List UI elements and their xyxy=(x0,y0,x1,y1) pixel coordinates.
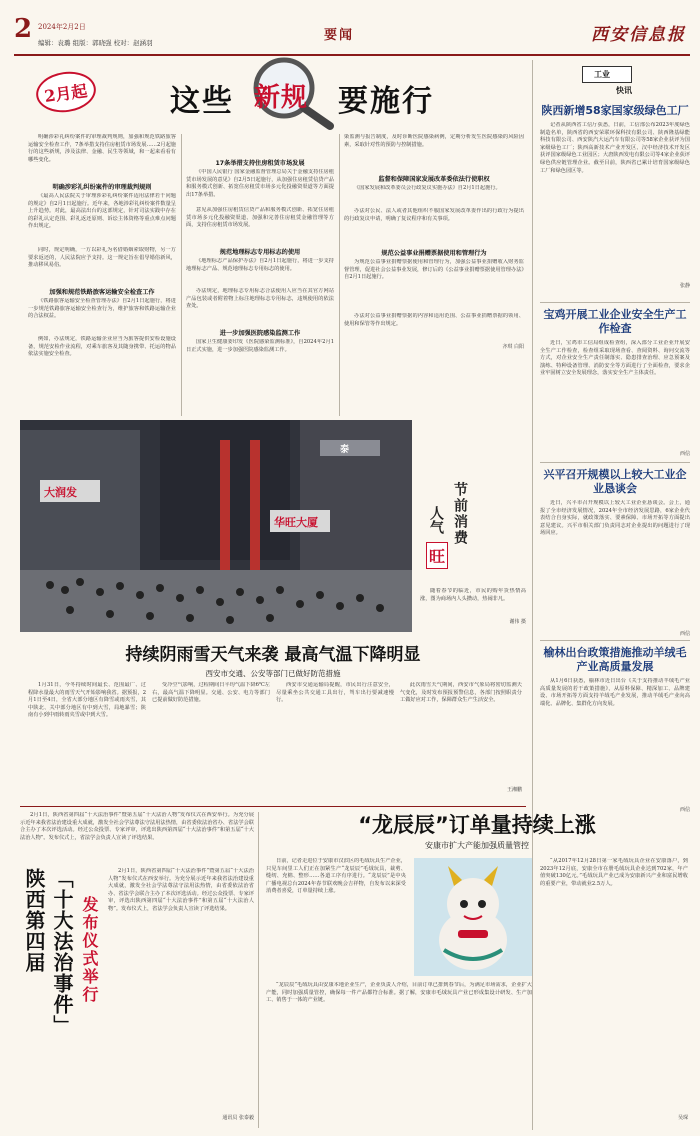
paragraph: 办法规定，地理标志专用标志合法使用人应当在其官方网站产品包装或者附着物上标注地理标志专用标志，违规使用的依法查处。 xyxy=(186,288,334,310)
store-sign: 泰 xyxy=(340,445,350,455)
subhead-geo-indication: 规范地理标志专用标志的使用 xyxy=(219,249,301,256)
page-number: 2 xyxy=(14,14,33,44)
paragraph: 意见从加强住房租赁信贷产品和服务模式创新、拓宽住房租赁市场多元化投融资渠道、加强和完善住房租赁金融管理等方面，支持住房租赁市场发展。 xyxy=(186,207,334,229)
subhead-rail-security: 加强和规范铁路旅客运输安全检查工作 xyxy=(49,289,155,296)
stamp-text-popularity: 人气 xyxy=(428,506,444,534)
quick-news-tag-2: 快讯 xyxy=(616,86,632,95)
paragraph: 《最高人民法院关于审理涉彩礼纠纷案件适用法律若干问题的规定》自2月1日起施行。近年来，各地涉彩礼纠纷案件数量呈上升趋势。对此，最高法出台的这部规定，针对司法实践中存在的彩礼认定范围、彩礼返还原则、诉讼主体资格等重点难点问题作出规定。 xyxy=(28,193,176,230)
quick-news-tag-1: 工业 xyxy=(594,70,610,79)
store-sign: 大润发 xyxy=(44,486,77,499)
byline: 西信 xyxy=(679,451,690,457)
byline: 西信 xyxy=(679,631,690,637)
paragraph: 办法对公益事业捐赠票据的内容和适用范围、公益事业捐赠票据的领用、使用和保管等作出规定。 xyxy=(344,313,524,327)
byline: 张静 xyxy=(679,283,690,289)
weather-col-1: 1月31日，今冬持续时间最长、范围最广、过程降水量最大的雨雪天气开始影响我省。据预报，2月1日至4日，全省大部分地区有降雪或雨夹雪，其中陕北、关中部分地区有中到大雪，局地暴雪；陕南有小到中雨转雨夹雪或中到大雪。 xyxy=(28,682,146,719)
legal-vertical-title: 「十大法治事件」 xyxy=(50,868,74,1036)
subhead-bride-price: 明确涉彩礼纠纷案件的审理裁判规则 xyxy=(52,184,152,191)
orders-subheadline: 安康市扩大产能加强质量管控 xyxy=(425,841,529,850)
news-item-xingping-forum xyxy=(540,468,690,638)
orders-col-3: “从2017年12月28日第一家毛绒玩具企业在安康落户，到2023年12月底，安康全市在册毛绒玩具企业达到702家，年产值突破130亿元。”毛绒玩具产业已成为安康新兴产业和富民增收的重要产业，带动就业2.5万人。 xyxy=(540,858,688,887)
headline-keyword: 新规 xyxy=(254,83,309,113)
paragraph: 为规范公益事业捐赠票据使用和管理行为，加强公益事业捐赠收入财务监督管理，促进社会公益事业发展，修订后的《公益事业捐赠票据使用管理办法》自2月1日起施行。 xyxy=(344,259,524,281)
article-column-1 xyxy=(28,134,176,416)
byline: 王湘鹏 xyxy=(506,787,522,793)
mall-photo xyxy=(20,420,412,632)
weather-subheadline: 西安市交通、公安等部门已做好防范措施 xyxy=(205,669,341,678)
headline-part-2: 要施行 xyxy=(338,84,434,119)
paragraph: 《国家发展和改革委员会行政复议实施办法》自2月1日起施行。 xyxy=(354,185,501,191)
paragraph: 同时，规定明确，一方以彩礼为名借婚姻索取财物，另一方要求返还的，人民法院应予支持。这一规定旨在倡导婚俗新风，推动移风易俗。 xyxy=(28,247,176,269)
paragraph: 《铁路旅客运输安全检查管理办法》自2月1日起施行，将进一步规范铁路旅客运输安全检查行为，维护旅客和铁路运输企业的合法权益。 xyxy=(28,298,176,320)
section-name: 要闻 xyxy=(324,28,355,43)
news-title: 陕西新增58家国家级绿色工厂 xyxy=(541,104,689,117)
photo-credit: 谢伟 摄 xyxy=(509,619,526,625)
orders-article xyxy=(264,812,690,1128)
weather-col-3: 西安市交通运输局提醒，市民出行注意安全，尽量乘坐公共交通工具出行，驾车出行要减速慢行。 xyxy=(276,682,394,704)
photo-stamp xyxy=(420,482,480,582)
news-item-green-factories xyxy=(540,104,690,300)
paragraph: 办法对公民、法人或者其他组织不服国家发展改革委作出的行政行为提出的行政复议申请，明确了复议程序和有关事项。 xyxy=(344,208,524,222)
byline: 齐琪 白阳 xyxy=(502,344,524,350)
weather-col-4: 此次雨雪天气期间，西安市气象局将密切监测天气变化，及时发布预报预警信息，各部门按照职责分工做好应对工作，保障群众生产生活安全。 xyxy=(400,682,522,704)
stamp-text-prosperous: 旺 xyxy=(426,542,448,569)
paragraph: 《中国人民银行 国家金融监督管理总局关于金融支持住房租赁市场发展的意见》自2月5日起施行，从加强住房租赁信贷产品和服务模式创新、拓宽住房租赁市场多元化投融资渠道等方面提出17条举措。 xyxy=(186,169,334,198)
news-item-baoji-safety xyxy=(540,308,690,458)
weather-article xyxy=(20,640,526,800)
paragraph: 国家卫生健康委印发《医院感染监测标准》，自2024年2月1日正式实施，进一步加强医院感染监测工作。 xyxy=(186,339,334,353)
news-body: 近日，兴平市召开规模以上较大工业企业恳谈会。会上，通报了全市经济发展情况，2024年全市经济发展思路，6家企业代表结合自身实际，就政策落实、要素保障、市场开拓等方面提出意见建议。兴平市相关部门负责同志对企业提出的问题进行了现场回应。 xyxy=(540,500,690,537)
paragraph: 例如，办法规定，铁路运输企业应当为旅客提供安检设施设备，规范安检作业流程，对乘车旅客及其随身携带、托运的物品依法实施安全检查。 xyxy=(28,336,176,358)
legal-events-article xyxy=(20,812,254,1128)
date-badge xyxy=(34,68,99,116)
headline-part-1: 这些 xyxy=(170,84,234,119)
article-column-2 xyxy=(186,158,334,416)
subhead-donation-receipts: 规范公益事业捐赠票据使用和管理行为 xyxy=(381,250,487,257)
dragon-mascot-photo xyxy=(414,858,532,976)
legal-intro: 2月1日，陕西省第四届“十大法治事件”暨第五届“十大法治人物”发布仪式在西安举行。为充分展示近年来我省法治建设重大成就，激发全社会学法尊法守法用法热情，由省委依法治省办、省法学会联合主办了本次评选活动。经过公众投票、专家评审，评选出陕西第四届“十大法治事件”和第五届“十大法治人物”。发布仪式上，省法学会负责人宣读了评选结果。 xyxy=(20,812,254,841)
weather-headline: 持续阴雨雪天气来袭 最高气温下降明显 xyxy=(125,645,421,665)
intro-paragraph: 明确涉彩礼纠纷案件的审理裁判规则，加强和规范铁路旅客运输安全检查工作，7条举措支持住房租赁市场发展……2月起施行的这些新规，涉及法律、金融、民生等领域，和一起来看看有哪些变化。 xyxy=(28,134,176,163)
paragraph: 染监测与报告制度，及时诊断医院感染病例，定期分析发生医院感染的风险因素，采取针对性的预防与控制措施。 xyxy=(344,134,524,148)
store-sign: 华旺大厦 xyxy=(274,516,318,529)
subhead-hospital-infection: 进一步加强医院感染监测工作 xyxy=(219,330,301,337)
issue-date: 2024年2月2日 xyxy=(38,23,86,31)
paragraph: 《地理标志产品保护办法》自2月1日起施行，将进一步支持地理标志产品、规范地理标志专用标志的使用。 xyxy=(186,258,334,272)
stamp-text-consumption: 节前消费 xyxy=(452,482,468,546)
subhead-rental-market: 17条举措支持住房租赁市场发展 xyxy=(215,160,305,167)
news-body: 近日，宝鸡市工信局组成检查组，深入部分工业企业开展安全生产工作检查，检查组采取现场查看、查阅资料、询问交流等方式，对企业安全生产责任制落实、隐患排查治理、应急预案及演练、特种设备管理、消防安全等方面进行了全面检查，要求企业牢固树立安全发展理念，落实安全生产主体责任。 xyxy=(540,340,690,377)
legal-vertical-title: 发布仪式举行 xyxy=(80,896,99,1004)
date-badge-text: 2月起 xyxy=(43,81,89,106)
orders-col-1: 日前，记者走进位于安康市汉滨区的毛绒玩具生产企业，只见车间里工人们正在加紧生产“龙辰辰”毛绒玩具，裁剪、缝纫、充棉、整形……各道工序有序进行。“龙辰辰”是中央广播电视总台2024年春节联欢晚会吉祥物，自发布以来深受消费者喜爱，订单量持续上涨。 xyxy=(266,858,406,895)
news-title: 榆林出台政策措施推动羊绒毛产业高质量发展 xyxy=(543,646,687,673)
news-title: 宝鸡开展工业企业安全生产工作检查 xyxy=(543,308,687,335)
lead-banner xyxy=(20,60,550,130)
legal-body: 2月1日，陕西省第四届“十大法治事件”暨第五届“十大法治人物”发布仪式在西安举行。为充分展示近年来我省法治建设重大成就，激发全社会学法尊法守法用法热情，由省委依法治省办、省法学会联合主办了本次评选活动。经过公众投票、专家评审，评选出陕西第四届“十大法治事件”和第五届“十大法治人物”。发布仪式上，省法学会负责人宣读了评选结果。 xyxy=(108,868,254,912)
orders-headline: “龙辰辰”订单量持续上涨 xyxy=(358,813,596,837)
byline: 西信 xyxy=(679,807,690,813)
orders-col-2: “龙辰辰”毛绒玩具由安康本地企业生产，企业负责人介绍，目前订单已排到春节后，为满足市场需求，企业扩大产能，同时加强质量管控，确保每一件产品都符合标准。据了解，安康市毛绒玩具产业已形成集设计研发、生产加工、销售于一体的产业链。 xyxy=(266,982,532,1004)
news-body: 记者从陕西省工信厅获悉，日前，工信部公布2023年度绿色制造名单，陕西省的西安荣联环保科技有限公司、陕西隆基绿能科技有限公司、西安陕汽大运汽车有限公司等58家企业获评为国家级绿色工厂；陕西高新技术产业开发区、汉中经济技术开发区获评国家级绿色工业园区；大唐陕西发电有限公司等4家企业获评绿色供应链管理企业。截至目前，陕西省已累计培育国家级绿色工厂和绿色园区等。 xyxy=(540,122,690,174)
masthead-logo: 西安信息报 xyxy=(591,25,686,45)
article-column-3 xyxy=(344,134,524,416)
news-body: 从1月6日获悉，榆林市近日出台《关于支持推动羊绒毛产业高质量发展的若干政策措施》，从原料保障、精深加工、品牌建设、市场开拓等方面支持羊绒毛产业发展，推动羊绒毛产业向高端化、品牌化、集群化方向发展。 xyxy=(540,678,690,707)
weather-col-2: 受冷空气影响，过程期间日平均气温下降6℃左右，最高气温下降明显。交通、公安、电力等部门已提前做好防范措施。 xyxy=(152,682,270,704)
byline: 吴琛 xyxy=(677,1115,688,1121)
subhead-ndrc-review: 监督和保障国家发展改革委依法行使职权 xyxy=(378,176,490,183)
legal-vertical-title: 陕西第四届 xyxy=(22,868,46,973)
news-title: 兴平召开规模以上较大工业企业恳谈会 xyxy=(543,468,687,495)
page-header xyxy=(14,10,690,56)
photo-caption xyxy=(420,588,526,630)
quick-news-tag xyxy=(572,66,662,100)
caption-text: 随着春节的临近，市民的购年货热情高涨，图为商场内人头攒动，热闹非凡。 xyxy=(420,588,526,602)
editor-credits: 编辑：袁璐 组版：郭晓强 校对：赵涵羽 xyxy=(38,39,153,47)
byline: 通讯员 张泰毅 xyxy=(222,1115,254,1121)
news-item-yulin-cashmere xyxy=(540,646,690,826)
